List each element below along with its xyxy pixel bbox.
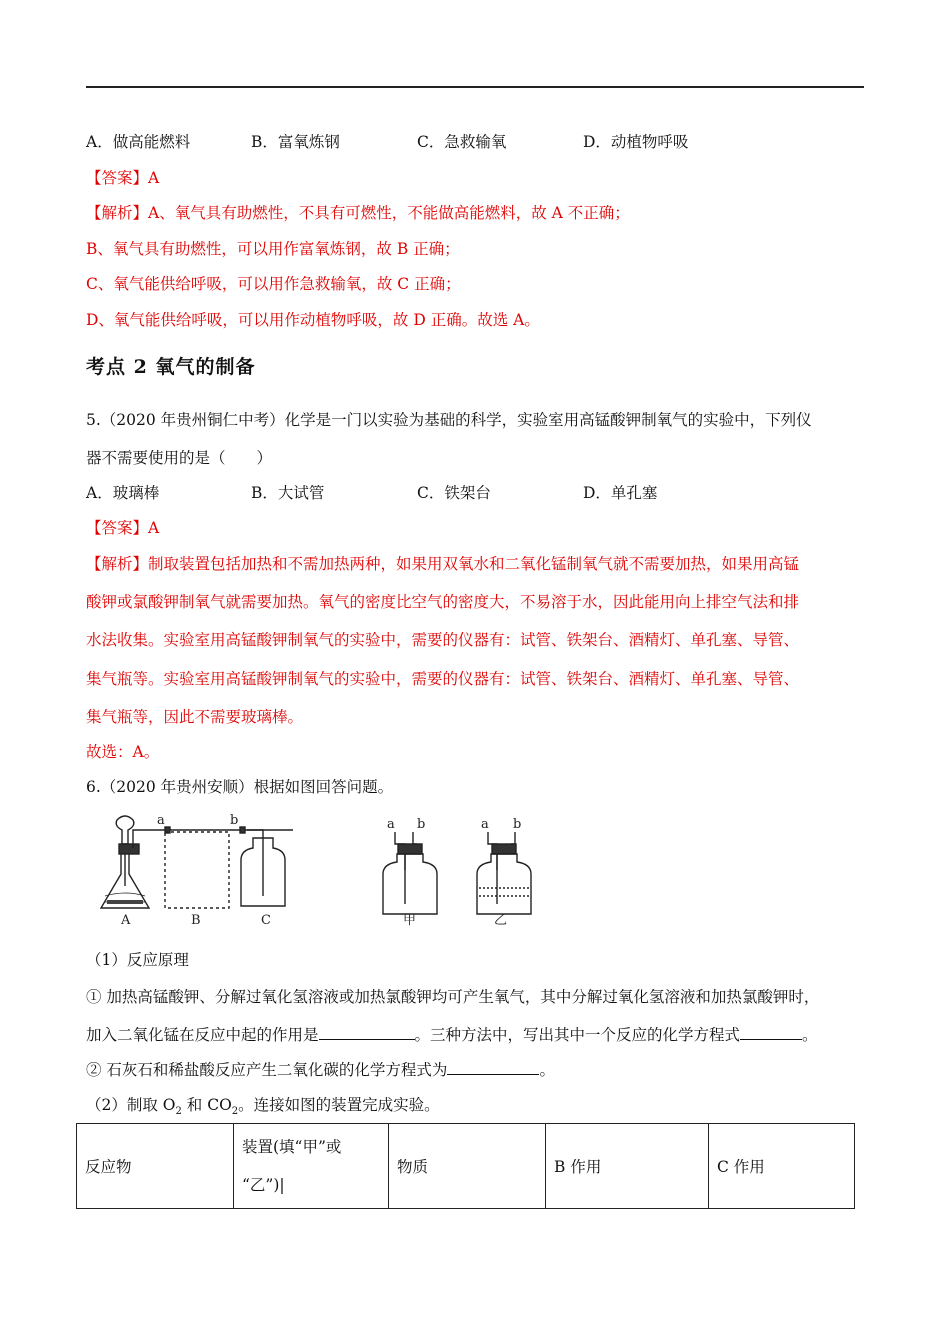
label-yi: 乙: [494, 913, 508, 928]
label-A: A: [121, 913, 131, 928]
q6-item1-line1: ① 加热高锰酸钾、分解过氧化氢溶液或加热氯酸钾均可产生氧气，其中分解过氧化氢溶液和加热氯酸钾时，: [86, 988, 820, 1006]
q4-option-d: D．动植物呼吸: [583, 133, 689, 151]
header-substance: 物质: [389, 1124, 546, 1209]
q5-analysis-line: 水法收集。实验室用高锰酸钾制氧气的实验中，需要的仪器有：试管、铁架台、酒精灯、单孔塞、导管、: [86, 631, 800, 649]
header-reactant: 反应物: [77, 1124, 234, 1209]
q5-stem: 5.（2020 年贵州铜仁中考）化学是一门以实验为基础的科学，实验室用高锰酸钾制氧气的实验中，下列仪: [86, 411, 812, 429]
q6-part1-title: （1）反应原理: [86, 951, 189, 969]
q4-analysis-line: B、氧气具有助燃性，可以用作富氧炼钢，故 B 正确；: [86, 240, 460, 258]
label-jia-b: b: [417, 817, 426, 832]
q5-stem: 器不需要使用的是（ ）: [86, 449, 273, 467]
q5-analysis-line: 集气瓶等。实验室用高锰酸钾制氧气的实验中，需要的仪器有：试管、铁架台、酒精灯、单孔塞、导管、: [86, 670, 800, 688]
q4-option-b: B．富氧炼钢: [251, 133, 340, 151]
answer-blank[interactable]: [740, 1025, 802, 1040]
experiment-table: [76, 1123, 855, 1209]
header-rule: [86, 86, 864, 88]
q6-item1-line2: 加入二氧化锰在反应中起的作用是 。三种方法中，写出其中一个反应的化学方程式 。: [86, 1026, 818, 1044]
q6-part2: （2）制取 $O_2$ 和 $CO_2$。连接如图的装置完成实验。: [86, 1096, 440, 1118]
q4-analysis-line: 【解析】A、氧气具有助燃性，不具有可燃性，不能做高能燃料，故 A 不正确；: [86, 204, 630, 222]
label-jia: 甲: [403, 913, 417, 928]
label-a: a: [157, 813, 165, 828]
answer-blank[interactable]: [319, 1025, 415, 1040]
q4-option-a: A．做高能燃料: [86, 133, 191, 151]
section-title: 考点 2 氧气的制备: [86, 356, 256, 378]
q5-option-b: B．大试管: [251, 484, 325, 502]
q5-option-a: A．玻璃棒: [86, 484, 160, 502]
q6-item2: ② 石灰石和稀盐酸反应产生二氧化碳的化学方程式为 。: [86, 1061, 555, 1079]
q4-option-c: C．急救输氧: [417, 133, 507, 151]
q5-answer: 【答案】A: [86, 519, 160, 537]
q5-analysis-line: 酸钾或氯酸钾制氧气就需要加热。氧气的密度比空气的密度大，不易溶于水，因此能用向上排空气法和排: [86, 593, 800, 611]
label-yi-a: a: [481, 817, 489, 832]
header-b-role: B 作用: [546, 1124, 709, 1209]
box-b: [165, 832, 229, 908]
header-device: 装置(填“甲”或 “乙”)|: [234, 1124, 389, 1209]
label-b: b: [230, 813, 239, 828]
q4-answer: 【答案】A: [86, 169, 160, 187]
label-yi-b: b: [513, 817, 522, 832]
label-C: C: [261, 913, 271, 928]
label-jia-a: a: [387, 817, 395, 832]
q5-analysis-line: 集气瓶等，因此不需要玻璃棒。: [86, 708, 304, 726]
q5-conclusion: 故选：A。: [86, 743, 160, 761]
header-c-role: C 作用: [709, 1124, 855, 1209]
apparatus-figure: [95, 808, 535, 930]
q5-option-c: C．铁架台: [417, 484, 491, 502]
q4-analysis-line: D、氧气能供给呼吸，可以用作动植物呼吸，故 D 正确。故选 A。: [86, 311, 540, 329]
funnel: [116, 816, 134, 844]
q6-stem: 6.（2020 年贵州安顺）根据如图回答问题。: [86, 778, 394, 796]
label-B: B: [191, 913, 201, 928]
table-header-row: [77, 1124, 855, 1209]
q5-analysis-line: 【解析】制取装置包括加热和不需加热两种，如果用双氧水和二氧化锰制氧气就不需要加热，如果用高锰: [86, 555, 800, 573]
q5-option-d: D．单孔塞: [583, 484, 658, 502]
bottle-jia: [383, 854, 437, 914]
q4-analysis-line: C、氧气能供给呼吸，可以用作急救输氧，故 C 正确；: [86, 275, 461, 293]
answer-blank[interactable]: [447, 1060, 539, 1075]
bottle-yi: [477, 854, 531, 914]
